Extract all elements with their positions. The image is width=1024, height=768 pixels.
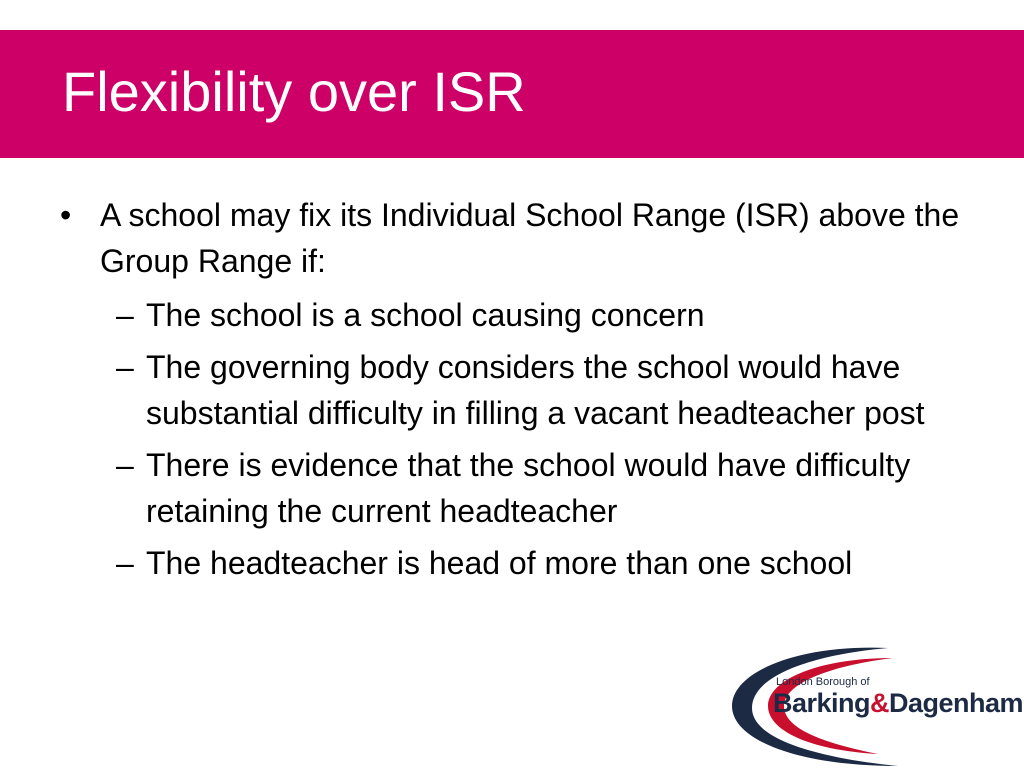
bullet-text: A school may fix its Individual School Range (ISR) above the Group Range if: (100, 197, 960, 279)
sub-item-text: The school is a school causing concern (146, 297, 705, 333)
logo-wordmark (773, 688, 1023, 719)
sub-item-recruitment-difficulty (60, 344, 960, 436)
bullet-item (60, 192, 960, 284)
logo-name-part1: Barking (773, 688, 871, 718)
sub-item-multiple-schools (60, 540, 960, 586)
sub-item-text: The governing body considers the school would have substantial difficulty in filling a vacant headteacher post (146, 349, 925, 431)
bullet-marker: • (60, 197, 72, 233)
sub-marker: – (116, 545, 134, 581)
logo-ampersand: & (870, 688, 890, 718)
sub-marker: – (116, 297, 134, 333)
sub-marker: – (116, 447, 134, 483)
sub-item-causing-concern (60, 292, 960, 338)
logo-subtitle: London Borough of (776, 676, 870, 688)
sub-item-text: The headteacher is head of more than one school (146, 545, 853, 581)
logo-name-part2: Dagenham (889, 688, 1024, 718)
sub-marker: – (116, 349, 134, 385)
slide-title: Flexibility over ISR (62, 60, 526, 123)
slide-content (60, 192, 960, 592)
sub-item-retention-difficulty (60, 442, 960, 534)
sub-item-text: There is evidence that the school would have difficulty retaining the current headteacher (146, 447, 911, 529)
